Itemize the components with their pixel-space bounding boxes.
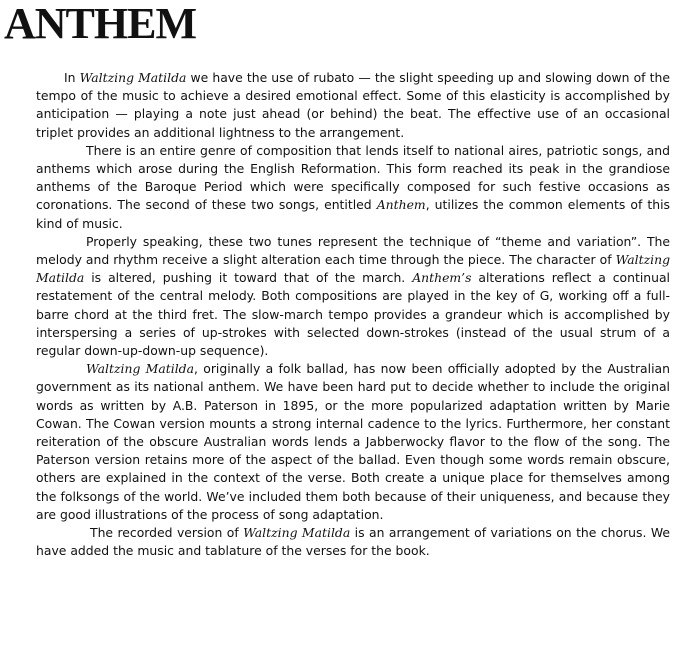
text-run: , utilizes the common elements of this kind of music. — [36, 197, 670, 231]
text-run: we have the use of rubato — the slight speeding up and slowing down of the tempo of the music to achieve a desired emotional effect. Some of this elasticity is accomplished by anticipation — playing a note just ahead (or behind) the beat. The effective use of an occasional triplet provides an additional lightness to the arrangement. — [36, 70, 670, 140]
title-reference: Waltzing Matilda — [36, 252, 670, 286]
text-run: In — [64, 70, 80, 85]
title-reference: Waltzing Matilda — [243, 525, 351, 541]
title-reference: Anthem’s — [412, 270, 472, 286]
paragraph-national-anthem — [36, 360, 670, 524]
text-run: is an arrangement of variations on the chorus. We have added the music and tablature of the verses for the book. — [36, 525, 670, 559]
text-run: The recorded version of — [90, 525, 244, 541]
paragraph-rubato — [36, 69, 670, 142]
title-reference: Waltzing Matilda — [79, 70, 187, 85]
title-reference: Waltzing Matilda — [86, 361, 194, 377]
paragraph-theme-variation — [36, 233, 670, 360]
text-run: Properly speaking, these two tunes represent the technique of “theme and variation”. The melody and rhythm receive a slight alteration each time through the piece. The character of — [36, 233, 670, 268]
text-run: alterations reflect a continual restatement of the central melody. Both compositions are played in the key of G, working off a full-barre chord at the third fret. The slow-march tempo provides a grandeur which is accomplished by interspersing a series of up-strokes with selected down-strokes (instead of the usual strum of a regular down-up-down-up sequence). — [36, 270, 670, 359]
text-run: , originally a folk ballad, has now been officially adopted by the Australian government as its national anthem. We have been hard put to decide whether to include the original words as written by A.B. Paterson in 1895, or the more popularized adaptation written by Marie Cowan. The Cowan version mounts a strong internal cadence to the lyrics. Furthermore, her constant reiteration of the obscure Australian words lends a Jabberwocky flavor to the flow of the song. The Paterson version retains more of the aspect of the ballad. Even though some words remain obscure, others are explained in the context of the verse. Both create a unique place for themselves among the folksongs of the world. We’ve included them both because of their uniqueness, and because they are good illustrations of the process of song adaptation. — [36, 361, 670, 522]
article-body — [36, 69, 670, 560]
title-reference: Anthem — [376, 197, 426, 213]
paragraph-recorded-version — [36, 524, 670, 560]
paragraph-anthem-genre — [36, 142, 670, 233]
text-run: is altered, pushing it toward that of the march. — [84, 270, 413, 286]
page-title: ANTHEM — [4, 0, 196, 48]
text-run: There is an entire genre of composition that lends itself to national aires, patriotic songs, and anthems which arose during the English Reformation. This form reached its peak in the grandiose anthems of the Baroque Period which were specifically composed for such festive occasions as coronations. The second of these two songs, entitled — [36, 142, 670, 213]
